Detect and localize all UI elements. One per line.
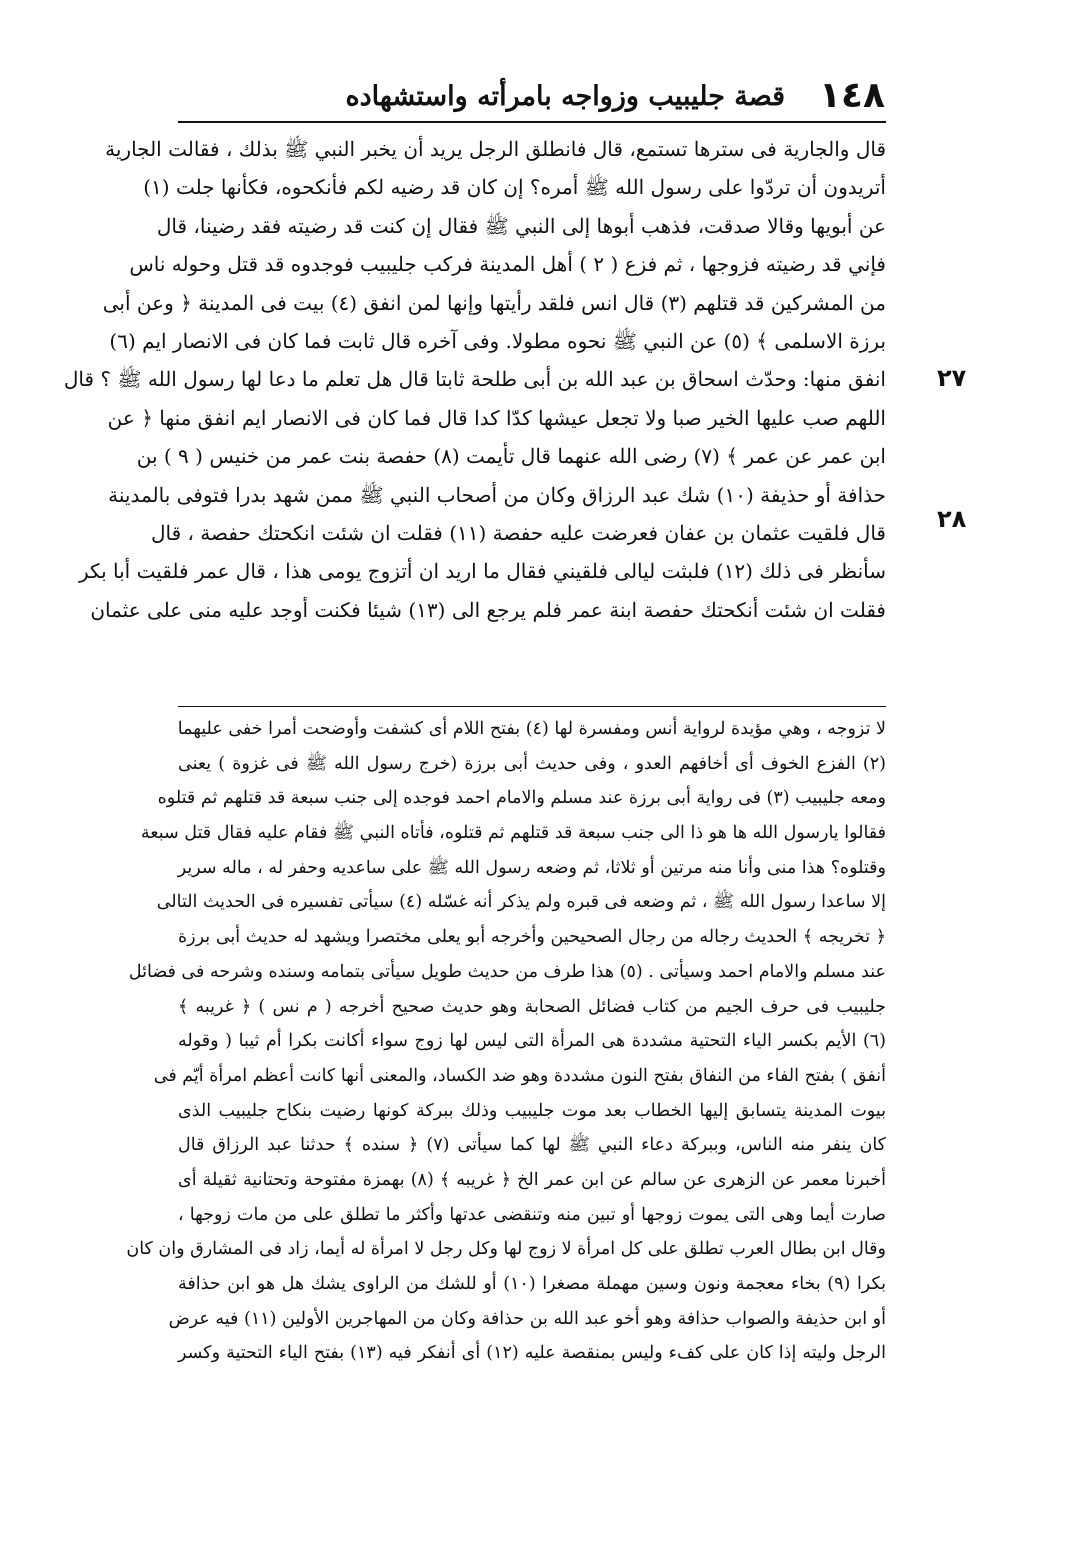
main-text-line: ابن عمر عن عمر ﴾ (٧) رضى الله عنهما قال تأيمت (٨) حفصة بنت عمر من خنيس ( ٩ ) بن — [136, 444, 886, 469]
footnote-line: أخبرنا معمر عن الزهرى عن سالم عن ابن عمر الخ ﴿ غريبه ﴾ (٨) بهمزة مفتوحة وتحتانية ثقيلة أى — [178, 1169, 886, 1190]
main-text-line: قال فلقيت عثمان بن عفان فعرضت عليه حفصة (١١) فقلت ان شئت انكحتك حفصة ، قال — [150, 520, 886, 545]
page-header — [275, 72, 885, 120]
footnote-line: أو ابن حذيفة والصواب حذافة وهو أخو عبد الله بن حذافة وكان من المهاجرين الأولين (١١) فيه عرض — [168, 1308, 886, 1329]
footnote-line: (٢) الفزع الخوف أى أخافهم العدو ، وفى حديث أبى برزة (خرج رسول الله ﷺ فى غزوة ) يعنى — [178, 753, 886, 774]
footnote-line: جليبيب فى حرف الجيم من كتاب فضائل الصحابة وهو حديث صحيح أخرجه ( م نس ) ﴿ غريبه ﴾ — [178, 996, 886, 1017]
hadith-number: ٢٨ — [937, 505, 967, 533]
hadith-number: ٢٧ — [937, 364, 967, 392]
footnotes — [126, 712, 886, 1371]
main-text-line: انفق منها: وحدّث اسحاق بن عبد الله بن أبى طلحة ثابتا قال هل تعلم ما دعا لها رسول الله ﷺ ؟ قال — [63, 367, 886, 392]
footnote-line: ومعه جليبيب (٣) فى رواية أبى برزة عند مسلم والامام احمد فوجده إلى جنب سبعة قد قتلهم ثم قتلوه — [157, 788, 886, 809]
main-text-line: حذافة أو حذيفة (١٠) شك عبد الرزاق وكان من أصحاب النبي ﷺ ممن شهد بدرا فتوفى بالمدينة — [108, 482, 886, 507]
main-text-line: قال والجارية فى سترها تستمع، قال فانطلق الرجل يريد أن يخبر النبي ﷺ بذلك ، فقالت الجارية — [105, 137, 886, 161]
main-text-line: من المشركين قد قتلهم (٣) قال انس فلقد رأيتها وإنها لمن انفق (٤) بيت فى المدينة ﴿ وعن أبى — [102, 290, 886, 315]
footnote-line: وقتلوه؟ هذا منى وأنا منه مرتين أو ثلاثا، ثم وضعه رسول الله ﷺ على ساعديه وحفر له ، ماله سرير — [177, 857, 886, 878]
footnote-line: بيوت المدينة يتسابق إليها الخطاب بعد موت جليبيب وذلك ببركة كونها رضيت بنكاح جليبيب الذى — [178, 1100, 886, 1121]
main-text — [63, 130, 886, 629]
footnote-line: (٦) الأيم بكسر الياء التحتية مشددة هى المرأة التى ليس لها زوج سواء أكانت بكرا أم ثيبا ( وقوله — [178, 1031, 886, 1052]
footnote-line: كان ينفر منه الناس، وببركة دعاء النبي ﷺ لها كما سيأتى (٧) ﴿ سنده ﴾ حدثنا عبد الرزاق قال — [178, 1135, 886, 1156]
main-text-line: فإني قد رضيته فزوجها ، ثم فزع ( ٢ ) أهل المدينة فركب جليبيب فوجدوه قد قتل وحوله ناس — [129, 252, 886, 277]
footnote-line: إلا ساعدا رسول الله ﷺ ، ثم وضعه فى قبره ولم يذكر أنه غسّله (٤) سيأتى تفسيره فى الحديث التالى — [156, 892, 886, 913]
main-text-line: سأنظر فى ذلك (١٢) فلبثت ليالى فلقيني فقال ما اريد ان أتزوج يومى هذا ، قال عمر فلقيت أبا بكر — [79, 559, 886, 584]
footnote-line: أنفق ) بفتح الفاء من النفاق بفتح النون مشددة وهو ضد الكساد، والمعنى أنها كانت أعظم امرأة أيّم فى — [153, 1065, 886, 1086]
footnote-line: الرجل وليته إذا كان على كفء وليس بمنقصة عليه (١٢) أى أنفكر فيه (١٣) بفتح الياء التحتية وكسر — [178, 1343, 886, 1364]
page-number: ١٤٨ — [819, 75, 885, 116]
footnote-line: وقال ابن بطال العرب تطلق على كل امرأة لا زوج لها وكل رجل لا امرأة له أيما، زاد فى المشارق وان كان — [126, 1239, 886, 1260]
footnote-line: صارت أيما وهى التى يموت زوجها أو تبين منه وتنقضى عدتها وأكثر ما تطلق على من مات زوجها ، — [178, 1204, 886, 1225]
main-text-line: عن أبويها وقالا صدقت، فذهب أبوها إلى النبي ﷺ فقال إن كنت قد رضيته فقد رضينا، قال — [156, 213, 886, 238]
footnote-line: لا تزوجه ، وهي مؤيدة لرواية أنس ومفسرة لها (٤) بفتح اللام أى كشفت وأوضحت أمرا خفى عليهما — [177, 719, 886, 739]
main-text-line: اللهم صب عليها الخير صبا ولا تجعل عيشها كدّا كدا قال فما كان فى الانصار ايم انفق منها ﴿ عن — [107, 405, 886, 430]
main-text-line: برزة الاسلمى ﴾ (٥) عن النبي ﷺ نحوه مطولا. وفى آخره قال ثابت فما كان فى الانصار ايم (٦) — [109, 328, 886, 353]
footnote-line: عند مسلم والامام احمد وسيأتى . (٥) هذا طرف من حديث طويل سيأتى بتمامه وسنده وشرحه فى فضائل — [128, 961, 886, 982]
running-title: قصة جليبيب وزواجه بامرأته واستشهاده — [345, 80, 786, 112]
footnote-line: ﴿ تخريجه ﴾ الحديث رجاله من رجال الصحيحين وأخرجه أبو يعلى مختصرا ويشهد له حديث أبى برزة — [178, 927, 886, 948]
footnote-line: بكرا (٩) بخاء معجمة ونون وسين مهملة مصغرا (١٠) أو للشك من الراوى يشك هل هو ابن حذافة — [178, 1274, 886, 1294]
main-text-line: أتريدون أن تردّوا على رسول الله ﷺ أمره؟ إن كان قد رضيه لكم فأنكحوه، فكأنها جلت (١) — [143, 175, 886, 200]
main-text-line: فقلت ان شئت أنكحتك حفصة ابنة عمر فلم يرجع الى (١٣) شيئا فكنت أوجد عليه منى على عثمان — [90, 597, 886, 622]
footnote-line: فقالوا يارسول الله ها هو ذا الى جنب سبعة قد قتلهم ثم قتلوه، فأتاه النبي ﷺ فقام عليه فقال قتل سبعة — [140, 823, 886, 844]
footnote-separator — [178, 706, 886, 707]
header-rule — [178, 121, 886, 123]
